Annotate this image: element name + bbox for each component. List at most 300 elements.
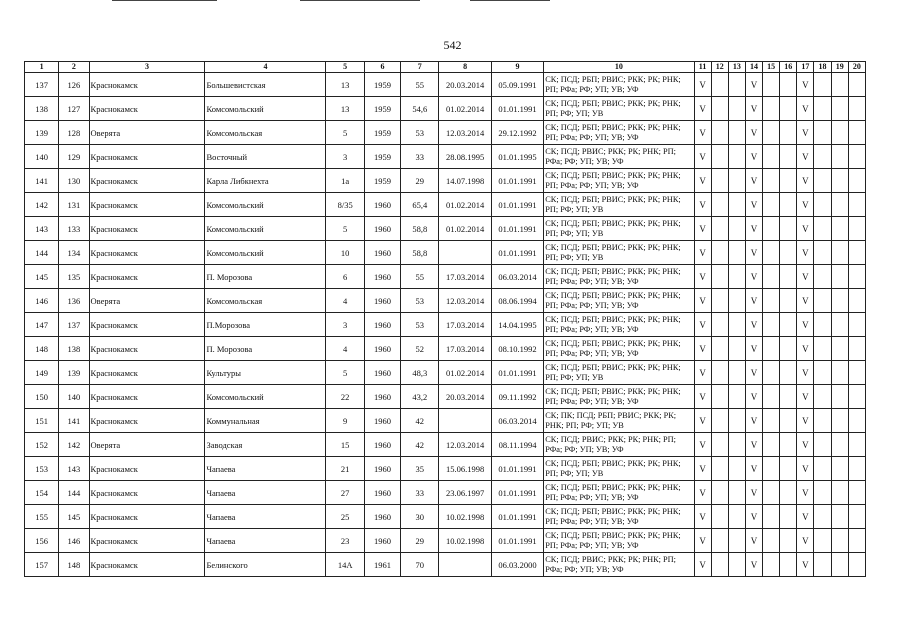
flag-cell-col-17: V: [797, 73, 814, 97]
house-number-cell: 6: [326, 265, 364, 289]
flag-cell-col-15: [763, 289, 780, 313]
build-year-cell: 1959: [364, 73, 400, 97]
flag-cell-col-15: [763, 505, 780, 529]
object-id-cell: 133: [59, 217, 89, 241]
flag-cell-col-20: [848, 385, 865, 409]
flag-cell-col-11: V: [694, 481, 711, 505]
flag-cell-col-15: [763, 97, 780, 121]
table-row: [25, 265, 866, 289]
flag-cell-col-17: V: [797, 529, 814, 553]
row-number-cell: 146: [25, 289, 59, 313]
flag-cell-col-14: V: [745, 433, 762, 457]
build-year-cell: 1960: [364, 265, 400, 289]
flag-cell-col-15: [763, 433, 780, 457]
flag-cell-col-17: V: [797, 193, 814, 217]
flag-cell-col-13: [728, 169, 745, 193]
flag-cell-col-18: [814, 553, 831, 577]
object-id-cell: 141: [59, 409, 89, 433]
flag-cell-col-13: [728, 337, 745, 361]
row-number-cell: 144: [25, 241, 59, 265]
flag-cell-col-12: [711, 385, 728, 409]
flag-cell-col-11: V: [694, 409, 711, 433]
flag-cell-col-20: [848, 265, 865, 289]
build-year-cell: 1960: [364, 481, 400, 505]
house-number-cell: 15: [326, 433, 364, 457]
flag-cell-col-16: [780, 169, 797, 193]
flag-cell-col-13: [728, 457, 745, 481]
flag-cell-col-15: [763, 337, 780, 361]
flag-cell-col-12: [711, 217, 728, 241]
date1-cell: [439, 553, 491, 577]
flag-cell-col-14: V: [745, 337, 762, 361]
flag-cell-col-19: [831, 433, 848, 457]
flag-cell-col-17: V: [797, 505, 814, 529]
flag-cell-col-11: V: [694, 553, 711, 577]
flag-cell-col-19: [831, 313, 848, 337]
flag-cell-col-18: [814, 433, 831, 457]
flag-cell-col-12: [711, 289, 728, 313]
date1-cell: 12.03.2014: [439, 121, 491, 145]
flag-cell-col-19: [831, 289, 848, 313]
codes-cell: СК; ПСД; РБП; РВИС; РКК; РК; РНК; РП; РФа; РФ; УП; УВ; УФ: [544, 385, 694, 409]
build-year-cell: 1960: [364, 385, 400, 409]
flag-cell-col-15: [763, 313, 780, 337]
flag-cell-col-13: [728, 553, 745, 577]
date1-cell: 20.03.2014: [439, 73, 491, 97]
flag-cell-col-17: V: [797, 481, 814, 505]
flag-cell-col-19: [831, 337, 848, 361]
flag-cell-col-11: V: [694, 361, 711, 385]
flag-cell-col-18: [814, 409, 831, 433]
table-row: [25, 385, 866, 409]
date2-cell: 01.01.1991: [491, 457, 543, 481]
build-year-cell: 1960: [364, 457, 400, 481]
flag-cell-col-15: [763, 241, 780, 265]
object-id-cell: 126: [59, 73, 89, 97]
object-id-cell: 134: [59, 241, 89, 265]
row-number-cell: 154: [25, 481, 59, 505]
flag-cell-col-14: V: [745, 73, 762, 97]
flag-cell-col-20: [848, 433, 865, 457]
flag-cell-col-15: [763, 553, 780, 577]
street-cell: Культуры: [205, 361, 326, 385]
row-number-cell: 141: [25, 169, 59, 193]
area-cell: 58,8: [401, 217, 439, 241]
house-number-cell: 10: [326, 241, 364, 265]
date2-cell: 01.01.1991: [491, 193, 543, 217]
table-row: [25, 553, 866, 577]
flag-cell-col-14: V: [745, 481, 762, 505]
street-cell: П. Морозова: [205, 265, 326, 289]
flag-cell-col-20: [848, 145, 865, 169]
flag-cell-col-18: [814, 121, 831, 145]
flag-cell-col-19: [831, 73, 848, 97]
date1-cell: 17.03.2014: [439, 337, 491, 361]
column-header-3: 3: [89, 62, 205, 73]
date1-cell: 23.06.1997: [439, 481, 491, 505]
date2-cell: 08.06.1994: [491, 289, 543, 313]
flag-cell-col-15: [763, 385, 780, 409]
row-number-cell: 143: [25, 217, 59, 241]
table-row: [25, 73, 866, 97]
object-id-cell: 148: [59, 553, 89, 577]
row-number-cell: 138: [25, 97, 59, 121]
house-number-cell: 14А: [326, 553, 364, 577]
flag-cell-col-11: V: [694, 97, 711, 121]
row-number-cell: 139: [25, 121, 59, 145]
flag-cell-col-14: V: [745, 169, 762, 193]
date1-cell: 14.07.1998: [439, 169, 491, 193]
codes-cell: СК; ПСД; РВИС; РКК; РК; РНК; РП; РФа; РФ; УП; УВ; УФ: [544, 553, 694, 577]
flag-cell-col-13: [728, 121, 745, 145]
flag-cell-col-14: V: [745, 289, 762, 313]
column-header-9: 9: [491, 62, 543, 73]
settlement-cell: Краснокамск: [89, 97, 205, 121]
flag-cell-col-20: [848, 169, 865, 193]
house-number-cell: 3: [326, 313, 364, 337]
area-cell: 53: [401, 121, 439, 145]
flag-cell-col-17: V: [797, 265, 814, 289]
flag-cell-col-16: [780, 337, 797, 361]
flag-cell-col-17: V: [797, 553, 814, 577]
row-number-cell: 148: [25, 337, 59, 361]
date1-cell: 17.03.2014: [439, 313, 491, 337]
flag-cell-col-16: [780, 433, 797, 457]
flag-cell-col-19: [831, 457, 848, 481]
flag-cell-col-17: V: [797, 337, 814, 361]
date2-cell: 14.04.1995: [491, 313, 543, 337]
column-header-13: 13: [728, 62, 745, 73]
flag-cell-col-18: [814, 505, 831, 529]
flag-cell-col-11: V: [694, 385, 711, 409]
column-header-5: 5: [326, 62, 364, 73]
codes-cell: СК; ПСД; РБП; РВИС; РКК; РК; РНК; РП; РФа; РФ; УП; УВ; УФ: [544, 265, 694, 289]
row-number-cell: 137: [25, 73, 59, 97]
flag-cell-col-19: [831, 217, 848, 241]
date1-cell: 28.08.1995: [439, 145, 491, 169]
flag-cell-col-14: V: [745, 409, 762, 433]
flag-cell-col-11: V: [694, 193, 711, 217]
flag-cell-col-12: [711, 169, 728, 193]
row-number-cell: 156: [25, 529, 59, 553]
build-year-cell: 1960: [364, 193, 400, 217]
area-cell: 30: [401, 505, 439, 529]
flag-cell-col-18: [814, 169, 831, 193]
flag-cell-col-16: [780, 553, 797, 577]
flag-cell-col-12: [711, 457, 728, 481]
street-cell: Восточный: [205, 145, 326, 169]
codes-cell: СК; ПСД; РБП; РВИС; РКК; РК; РНК; РП; РФа; РФ; УП; УВ; УФ: [544, 337, 694, 361]
area-cell: 53: [401, 289, 439, 313]
street-cell: Большевистская: [205, 73, 326, 97]
flag-cell-col-19: [831, 241, 848, 265]
flag-cell-col-19: [831, 169, 848, 193]
flag-cell-col-18: [814, 361, 831, 385]
column-header-15: 15: [763, 62, 780, 73]
flag-cell-col-18: [814, 529, 831, 553]
column-header-18: 18: [814, 62, 831, 73]
area-cell: 42: [401, 409, 439, 433]
settlement-cell: Краснокамск: [89, 361, 205, 385]
flag-cell-col-15: [763, 145, 780, 169]
flag-cell-col-17: V: [797, 121, 814, 145]
house-number-cell: 4: [326, 289, 364, 313]
object-id-cell: 139: [59, 361, 89, 385]
build-year-cell: 1959: [364, 121, 400, 145]
table-row: [25, 313, 866, 337]
codes-cell: СК; ПСД; РБП; РВИС; РКК; РК; РНК; РП; РФа; РФ; УП; УВ; УФ: [544, 121, 694, 145]
flag-cell-col-15: [763, 217, 780, 241]
table-row: [25, 241, 866, 265]
flag-cell-col-11: V: [694, 505, 711, 529]
flag-cell-col-15: [763, 481, 780, 505]
row-number-cell: 155: [25, 505, 59, 529]
settlement-cell: Краснокамск: [89, 313, 205, 337]
date2-cell: 05.09.1991: [491, 73, 543, 97]
row-number-cell: 157: [25, 553, 59, 577]
area-cell: 33: [401, 145, 439, 169]
flag-cell-col-18: [814, 337, 831, 361]
street-cell: Чапаева: [205, 505, 326, 529]
house-number-cell: 21: [326, 457, 364, 481]
street-cell: П. Морозова: [205, 337, 326, 361]
settlement-cell: Оверята: [89, 433, 205, 457]
date1-cell: 17.03.2014: [439, 265, 491, 289]
codes-cell: СК; ПСД; РВИС; РКК; РК; РНК; РП; РФа; РФ; УП; УВ; УФ: [544, 433, 694, 457]
column-header-7: 7: [401, 62, 439, 73]
flag-cell-col-15: [763, 265, 780, 289]
flag-cell-col-11: V: [694, 529, 711, 553]
date2-cell: 06.03.2014: [491, 265, 543, 289]
codes-cell: СК; ПСД; РБП; РВИС; РКК; РК; РНК; РП; РФа; РФ; УП; УВ; УФ: [544, 169, 694, 193]
flag-cell-col-14: V: [745, 217, 762, 241]
row-number-cell: 142: [25, 193, 59, 217]
flag-cell-col-18: [814, 265, 831, 289]
house-number-cell: 25: [326, 505, 364, 529]
column-header-1: 1: [25, 62, 59, 73]
flag-cell-col-12: [711, 481, 728, 505]
flag-cell-col-16: [780, 409, 797, 433]
flag-cell-col-14: V: [745, 97, 762, 121]
row-number-cell: 147: [25, 313, 59, 337]
flag-cell-col-16: [780, 529, 797, 553]
flag-cell-col-17: V: [797, 289, 814, 313]
row-number-cell: 151: [25, 409, 59, 433]
flag-cell-col-17: V: [797, 145, 814, 169]
flag-cell-col-19: [831, 553, 848, 577]
flag-cell-col-13: [728, 529, 745, 553]
table-row: [25, 505, 866, 529]
flag-cell-col-13: [728, 217, 745, 241]
date2-cell: 01.01.1991: [491, 505, 543, 529]
flag-cell-col-14: V: [745, 145, 762, 169]
table-row: [25, 529, 866, 553]
object-id-cell: 135: [59, 265, 89, 289]
flag-cell-col-14: V: [745, 121, 762, 145]
flag-cell-col-14: V: [745, 313, 762, 337]
street-cell: Комсомольская: [205, 289, 326, 313]
object-id-cell: 127: [59, 97, 89, 121]
flag-cell-col-17: V: [797, 433, 814, 457]
registry-table: [24, 61, 866, 577]
codes-cell: СК; ПСД; РБП; РВИС; РКК; РК; РНК; РП; РФ; УП; УВ: [544, 361, 694, 385]
build-year-cell: 1960: [364, 361, 400, 385]
codes-cell: СК; ПСД; РБП; РВИС; РКК; РК; РНК; РП; РФ; УП; УВ: [544, 217, 694, 241]
date1-cell: 10.02.1998: [439, 505, 491, 529]
house-number-cell: 8/35: [326, 193, 364, 217]
row-number-cell: 153: [25, 457, 59, 481]
table-row: [25, 409, 866, 433]
codes-cell: СК; ПСД; РБП; РВИС; РКК; РК; РНК; РП; РФ; УП; УВ: [544, 457, 694, 481]
table-row: [25, 481, 866, 505]
area-cell: 52: [401, 337, 439, 361]
street-cell: Коммунальная: [205, 409, 326, 433]
codes-cell: СК; ПСД; РБП; РВИС; РКК; РК; РНК; РП; РФа; РФ; УП; УВ; УФ: [544, 313, 694, 337]
date2-cell: 01.01.1991: [491, 241, 543, 265]
header-row: [25, 62, 866, 73]
codes-cell: СК; ПСД; РБП; РВИС; РКК; РК; РНК; РП; РФа; РФ; УП; УВ; УФ: [544, 289, 694, 313]
flag-cell-col-15: [763, 169, 780, 193]
flag-cell-col-15: [763, 193, 780, 217]
date2-cell: 01.01.1991: [491, 169, 543, 193]
house-number-cell: 22: [326, 385, 364, 409]
flag-cell-col-19: [831, 193, 848, 217]
flag-cell-col-12: [711, 433, 728, 457]
flag-cell-col-17: V: [797, 313, 814, 337]
row-number-cell: 145: [25, 265, 59, 289]
flag-cell-col-12: [711, 409, 728, 433]
date2-cell: 06.03.2000: [491, 553, 543, 577]
build-year-cell: 1961: [364, 553, 400, 577]
flag-cell-col-13: [728, 97, 745, 121]
date1-cell: 01.02.2014: [439, 217, 491, 241]
date1-cell: 01.02.2014: [439, 193, 491, 217]
flag-cell-col-16: [780, 385, 797, 409]
flag-cell-col-18: [814, 97, 831, 121]
object-id-cell: 129: [59, 145, 89, 169]
flag-cell-col-16: [780, 505, 797, 529]
date1-cell: 12.03.2014: [439, 289, 491, 313]
street-cell: Комсомольский: [205, 97, 326, 121]
flag-cell-col-15: [763, 121, 780, 145]
flag-cell-col-16: [780, 481, 797, 505]
column-header-6: 6: [364, 62, 400, 73]
object-id-cell: 143: [59, 457, 89, 481]
street-cell: Комсомольская: [205, 121, 326, 145]
flag-cell-col-13: [728, 409, 745, 433]
top-scan-line-1: [112, 0, 217, 1]
flag-cell-col-19: [831, 121, 848, 145]
flag-cell-col-16: [780, 217, 797, 241]
flag-cell-col-11: V: [694, 457, 711, 481]
date2-cell: 08.10.1992: [491, 337, 543, 361]
build-year-cell: 1960: [364, 409, 400, 433]
street-cell: Белинского: [205, 553, 326, 577]
street-cell: Чапаева: [205, 529, 326, 553]
settlement-cell: Краснокамск: [89, 481, 205, 505]
house-number-cell: 13: [326, 73, 364, 97]
flag-cell-col-14: V: [745, 553, 762, 577]
area-cell: 43,2: [401, 385, 439, 409]
flag-cell-col-14: V: [745, 385, 762, 409]
date2-cell: 01.01.1991: [491, 361, 543, 385]
column-header-16: 16: [780, 62, 797, 73]
column-header-14: 14: [745, 62, 762, 73]
area-cell: 33: [401, 481, 439, 505]
date2-cell: 09.11.1992: [491, 385, 543, 409]
settlement-cell: Краснокамск: [89, 505, 205, 529]
flag-cell-col-20: [848, 97, 865, 121]
object-id-cell: 138: [59, 337, 89, 361]
page-number: 542: [443, 38, 462, 52]
flag-cell-col-13: [728, 385, 745, 409]
flag-cell-col-11: V: [694, 433, 711, 457]
flag-cell-col-16: [780, 313, 797, 337]
codes-cell: СК; ПСД; РБП; РВИС; РКК; РК; РНК; РП; РФа; РФ; УП; УВ; УФ: [544, 529, 694, 553]
flag-cell-col-16: [780, 121, 797, 145]
flag-cell-col-18: [814, 385, 831, 409]
flag-cell-col-18: [814, 289, 831, 313]
build-year-cell: 1960: [364, 337, 400, 361]
flag-cell-col-18: [814, 73, 831, 97]
flag-cell-col-20: [848, 217, 865, 241]
flag-cell-col-18: [814, 193, 831, 217]
flag-cell-col-15: [763, 73, 780, 97]
flag-cell-col-19: [831, 145, 848, 169]
column-header-17: 17: [797, 62, 814, 73]
street-cell: Комсомольский: [205, 193, 326, 217]
settlement-cell: Оверята: [89, 121, 205, 145]
flag-cell-col-12: [711, 193, 728, 217]
flag-cell-col-16: [780, 97, 797, 121]
flag-cell-col-11: V: [694, 241, 711, 265]
build-year-cell: 1960: [364, 313, 400, 337]
date1-cell: 20.03.2014: [439, 385, 491, 409]
column-header-10: 10: [544, 62, 694, 73]
flag-cell-col-12: [711, 313, 728, 337]
flag-cell-col-14: V: [745, 361, 762, 385]
codes-cell: СК; ПСД; РВИС; РКК; РК; РНК; РП; РФа; РФ; УП; УВ; УФ: [544, 145, 694, 169]
table-body: [25, 73, 866, 577]
flag-cell-col-11: V: [694, 337, 711, 361]
object-id-cell: 144: [59, 481, 89, 505]
settlement-cell: Краснокамск: [89, 553, 205, 577]
flag-cell-col-12: [711, 361, 728, 385]
table-row: [25, 289, 866, 313]
flag-cell-col-13: [728, 313, 745, 337]
flag-cell-col-16: [780, 289, 797, 313]
settlement-cell: Краснокамск: [89, 193, 205, 217]
flag-cell-col-20: [848, 121, 865, 145]
street-cell: Чапаева: [205, 481, 326, 505]
date1-cell: [439, 241, 491, 265]
date2-cell: 08.11.1994: [491, 433, 543, 457]
date2-cell: 01.01.1991: [491, 97, 543, 121]
table-row: [25, 193, 866, 217]
flag-cell-col-13: [728, 73, 745, 97]
house-number-cell: 27: [326, 481, 364, 505]
flag-cell-col-12: [711, 73, 728, 97]
flag-cell-col-12: [711, 265, 728, 289]
settlement-cell: Краснокамск: [89, 529, 205, 553]
flag-cell-col-19: [831, 361, 848, 385]
column-header-20: 20: [848, 62, 865, 73]
row-number-cell: 152: [25, 433, 59, 457]
codes-cell: СК; ПСД; РБП; РВИС; РКК; РК; РНК; РП; РФа; РФ; УП; УВ; УФ: [544, 481, 694, 505]
flag-cell-col-14: V: [745, 193, 762, 217]
flag-cell-col-15: [763, 529, 780, 553]
street-cell: Карла Либкнехта: [205, 169, 326, 193]
